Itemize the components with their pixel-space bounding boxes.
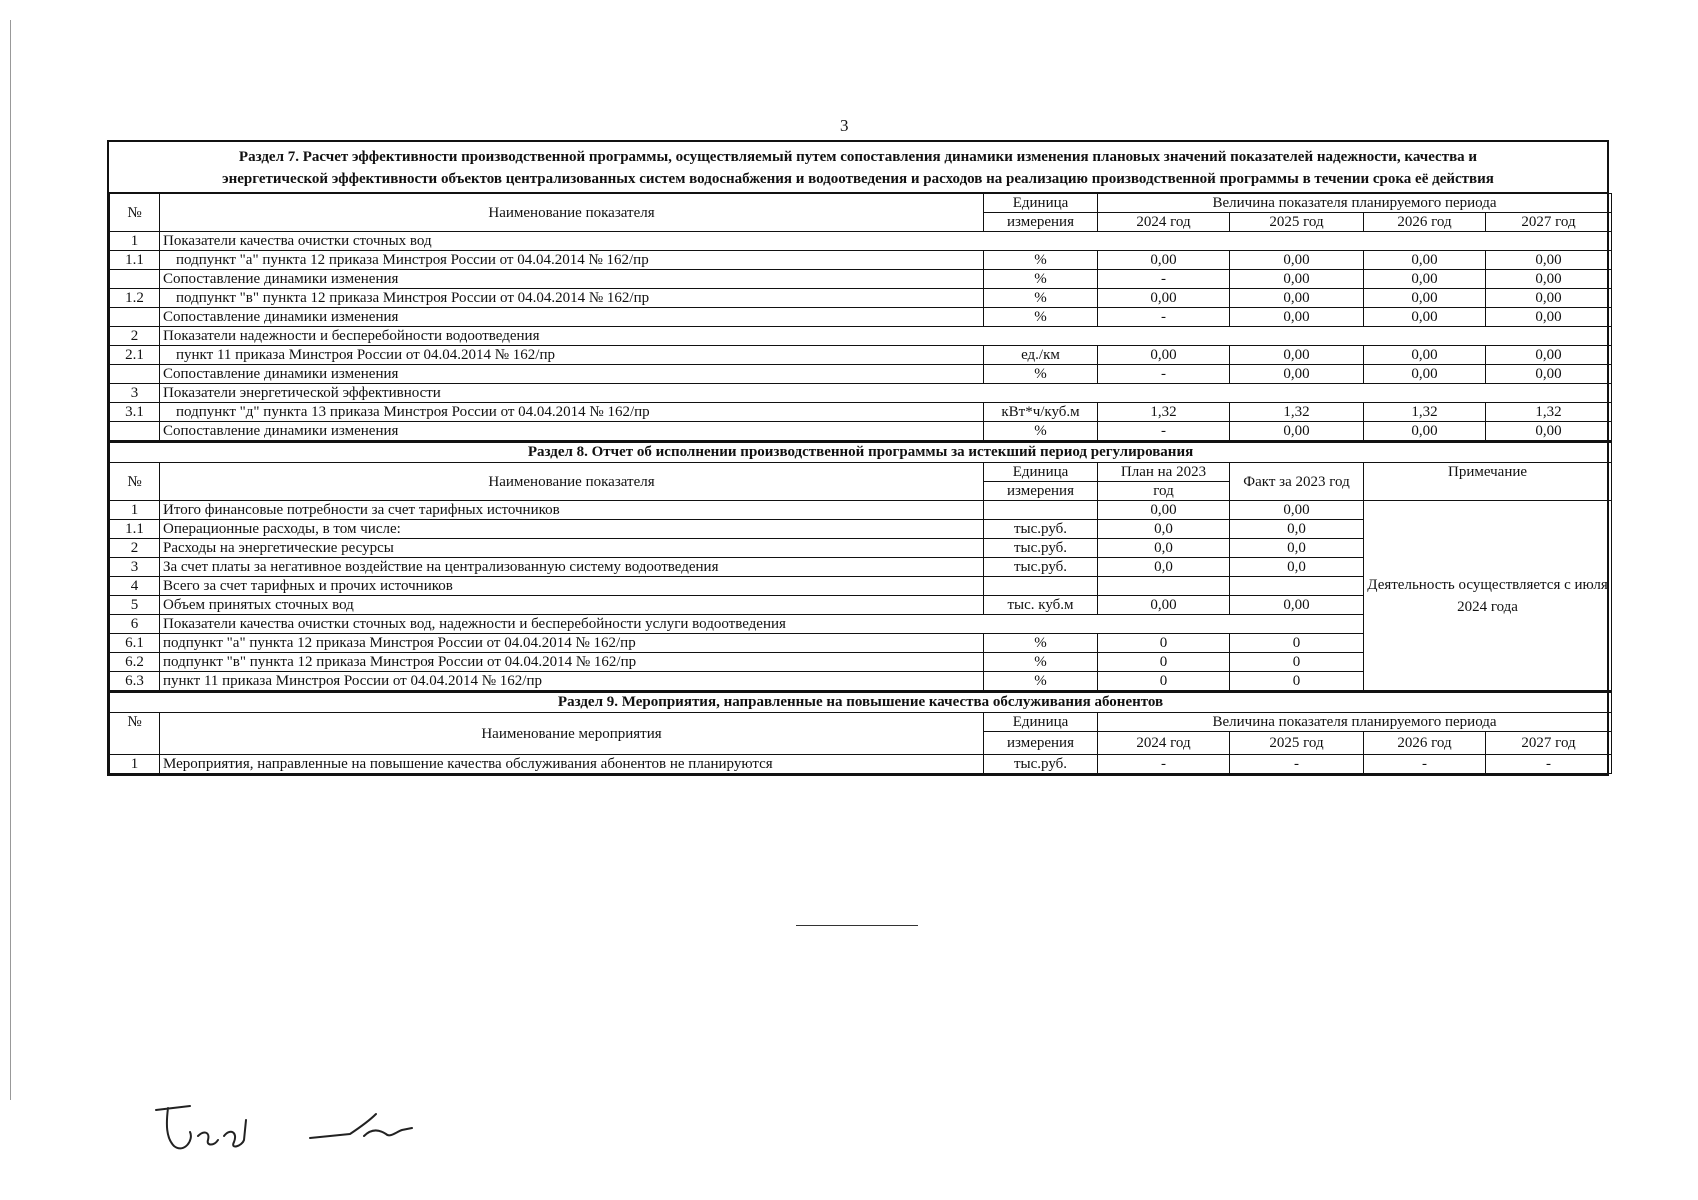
row-value: - [1486, 755, 1612, 774]
year-header: 2024 год [1098, 213, 1230, 232]
row-unit: тыс.руб. [984, 755, 1098, 774]
row-fact [1230, 577, 1364, 596]
row-name: подпункт "в" пункта 12 приказа Минстроя России от 04.04.2014 № 162/пр [160, 653, 984, 672]
row-plan [1098, 577, 1230, 596]
section8-table [109, 441, 1612, 691]
row-value: 0,00 [1364, 270, 1486, 289]
row-number: 3 [110, 558, 160, 577]
year-header: 2024 год [1098, 732, 1230, 755]
row-group-name: Показатели качества очистки сточных вод, надежности и бесперебойности услуги водоотведения [160, 615, 1364, 634]
row-name: Итого финансовые потребности за счет тарифных источников [160, 501, 984, 520]
year-header: 2027 год [1486, 732, 1612, 755]
col-unit-header-2: измерения [984, 213, 1098, 232]
row-value: 0,00 [1486, 270, 1612, 289]
row-plan: 0,0 [1098, 539, 1230, 558]
table-row [110, 755, 1612, 774]
row-value: - [1098, 755, 1230, 774]
row-name: подпункт "а" пункта 12 приказа Минстроя России от 04.04.2014 № 162/пр [160, 634, 984, 653]
col-note-header: Примечание [1364, 463, 1612, 501]
row-value: 0,00 [1230, 346, 1364, 365]
row-number: 6.3 [110, 672, 160, 691]
row-value: 0,00 [1230, 251, 1364, 270]
col-fact-header: Факт за 2023 год [1230, 463, 1364, 501]
row-unit: % [984, 672, 1098, 691]
row-fact: 0 [1230, 634, 1364, 653]
row-value: - [1364, 755, 1486, 774]
row-value: - [1098, 308, 1230, 327]
year-header: 2025 год [1230, 213, 1364, 232]
col-unit-header-2: измерения [984, 732, 1098, 755]
row-name: пункт 11 приказа Минстроя России от 04.04.2014 № 162/пр [160, 672, 984, 691]
row-number: 1.1 [110, 520, 160, 539]
row-name: подпункт "в" пункта 12 приказа Минстроя России от 04.04.2014 № 162/пр [160, 289, 984, 308]
year-header: 2025 год [1230, 732, 1364, 755]
table-row [110, 251, 1612, 270]
row-value: 0,00 [1486, 289, 1612, 308]
row-unit: тыс.руб. [984, 539, 1098, 558]
row-value: - [1230, 755, 1364, 774]
page-number: 3 [840, 116, 849, 135]
col-unit-header-2: измерения [984, 482, 1098, 501]
scan-margin-line [10, 20, 11, 1100]
year-header: 2026 год [1364, 732, 1486, 755]
row-fact: 0,0 [1230, 558, 1364, 577]
row-name: Мероприятия, направленные на повышение качества обслуживания абонентов не планируются [160, 755, 984, 774]
table-row [110, 308, 1612, 327]
row-unit: % [984, 289, 1098, 308]
table-row [110, 365, 1612, 384]
row-fact: 0,00 [1230, 501, 1364, 520]
row-number: 4 [110, 577, 160, 596]
row-number: 1.2 [110, 289, 160, 308]
row-number: 6 [110, 615, 160, 634]
section7-title-line1: Раздел 7. Расчет эффективности производственной программы, осуществляемый путем сопоставления динамики изменения плановых значений показателей надежности, качества и [238, 149, 1478, 165]
section8-title: Раздел 8. Отчет об исполнении производственной программы за истекший период регулирования [110, 442, 1612, 463]
row-number: 1.1 [110, 251, 160, 270]
table-row [110, 422, 1612, 441]
row-number [110, 270, 160, 289]
row-unit [984, 577, 1098, 596]
row-value: 0,00 [1486, 346, 1612, 365]
row-name: Сопоставление динамики изменения [160, 422, 984, 441]
row-name: Объем принятых сточных вод [160, 596, 984, 615]
col-num-header: № [110, 194, 160, 232]
row-number: 2 [110, 327, 160, 346]
row-number: 2.1 [110, 346, 160, 365]
row-number [110, 365, 160, 384]
row-plan: 0,0 [1098, 558, 1230, 577]
table-row [110, 403, 1612, 422]
row-unit: % [984, 422, 1098, 441]
row-value: 0,00 [1364, 422, 1486, 441]
row-group-name: Показатели энергетической эффективности [160, 384, 1612, 403]
row-value: 1,32 [1230, 403, 1364, 422]
row-value: 0,00 [1364, 365, 1486, 384]
col-unit-header-1: Единица [984, 463, 1098, 482]
section7-title [109, 142, 1607, 193]
end-divider [796, 925, 918, 926]
row-group-name: Показатели надежности и бесперебойности водоотведения [160, 327, 1612, 346]
year-header: 2026 год [1364, 213, 1486, 232]
row-value: 0,00 [1364, 308, 1486, 327]
table-row [110, 384, 1612, 403]
section9-title: Раздел 9. Мероприятия, направленные на повышение качества обслуживания абонентов [110, 692, 1612, 713]
table-row [110, 270, 1612, 289]
row-value: 0,00 [1364, 289, 1486, 308]
row-unit: % [984, 634, 1098, 653]
row-unit: кВт*ч/куб.м [984, 403, 1098, 422]
row-number: 1 [110, 232, 160, 251]
row-group-name: Показатели качества очистки сточных вод [160, 232, 1612, 251]
table-row [110, 327, 1612, 346]
row-value: 0,00 [1230, 365, 1364, 384]
table-row [110, 346, 1612, 365]
row-value: - [1098, 365, 1230, 384]
table-row [110, 289, 1612, 308]
row-unit: % [984, 251, 1098, 270]
row-fact: 0 [1230, 672, 1364, 691]
row-value: 0,00 [1230, 270, 1364, 289]
row-value: 0,00 [1098, 346, 1230, 365]
table-row [110, 232, 1612, 251]
row-value: 0,00 [1364, 346, 1486, 365]
row-name: Расходы на энергетические ресурсы [160, 539, 984, 558]
row-name: За счет платы за негативное воздействие на централизованную систему водоотведения [160, 558, 984, 577]
row-plan: 0,00 [1098, 596, 1230, 615]
col-num-header: № [110, 713, 160, 755]
row-unit: тыс.руб. [984, 520, 1098, 539]
row-name: Сопоставление динамики изменения [160, 270, 984, 289]
row-name: Операционные расходы, в том числе: [160, 520, 984, 539]
row-value: 0,00 [1230, 308, 1364, 327]
handwritten-signatures [150, 1100, 450, 1160]
row-name: подпункт "а" пункта 12 приказа Минстроя России от 04.04.2014 № 162/пр [160, 251, 984, 270]
row-value: 0,00 [1098, 289, 1230, 308]
row-number: 3.1 [110, 403, 160, 422]
row-plan: 0 [1098, 634, 1230, 653]
row-name: подпункт "д" пункта 13 приказа Минстроя России от 04.04.2014 № 162/пр [160, 403, 984, 422]
row-number: 1 [110, 501, 160, 520]
row-value: 0,00 [1098, 251, 1230, 270]
row-plan: 0,00 [1098, 501, 1230, 520]
row-value: 0,00 [1486, 422, 1612, 441]
row-name: Всего за счет тарифных и прочих источников [160, 577, 984, 596]
table-row [110, 501, 1612, 520]
col-plan-header-2: год [1098, 482, 1230, 501]
col-num-header: № [110, 463, 160, 501]
row-unit: тыс. куб.м [984, 596, 1098, 615]
row-value: 0,00 [1486, 308, 1612, 327]
row-value: 1,32 [1364, 403, 1486, 422]
row-value: - [1098, 422, 1230, 441]
col-name-header: Наименование мероприятия [160, 713, 984, 755]
row-unit: тыс.руб. [984, 558, 1098, 577]
row-value: 0,00 [1230, 422, 1364, 441]
row-fact: 0 [1230, 653, 1364, 672]
row-plan: 0 [1098, 672, 1230, 691]
row-fact: 0,00 [1230, 596, 1364, 615]
row-name: Сопоставление динамики изменения [160, 365, 984, 384]
row-unit: % [984, 308, 1098, 327]
row-plan: 0 [1098, 653, 1230, 672]
section7-table [109, 193, 1612, 441]
document-table-frame [107, 140, 1609, 776]
row-number [110, 308, 160, 327]
row-number: 6.2 [110, 653, 160, 672]
row-fact: 0,0 [1230, 539, 1364, 558]
year-header: 2027 год [1486, 213, 1612, 232]
row-value: 1,32 [1098, 403, 1230, 422]
row-name: пункт 11 приказа Минстроя России от 04.04.2014 № 162/пр [160, 346, 984, 365]
note-cell: Деятельность осуществляется с июля 2024 года [1364, 501, 1612, 691]
row-number: 1 [110, 755, 160, 774]
col-period-header: Величина показателя планируемого периода [1098, 713, 1612, 732]
row-value: 0,00 [1364, 251, 1486, 270]
col-name-header: Наименование показателя [160, 463, 984, 501]
row-fact: 0,0 [1230, 520, 1364, 539]
row-plan: 0,0 [1098, 520, 1230, 539]
row-number [110, 422, 160, 441]
row-number: 5 [110, 596, 160, 615]
col-unit-header-1: Единица [984, 713, 1098, 732]
section9-table [109, 691, 1612, 774]
row-number: 2 [110, 539, 160, 558]
row-value: 0,00 [1486, 365, 1612, 384]
row-number: 6.1 [110, 634, 160, 653]
col-plan-header-1: План на 2023 [1098, 463, 1230, 482]
col-period-header: Величина показателя планируемого периода [1098, 194, 1612, 213]
row-name: Сопоставление динамики изменения [160, 308, 984, 327]
row-number: 3 [110, 384, 160, 403]
row-value: 0,00 [1486, 251, 1612, 270]
section7-title-line2: энергетической эффективности объектов централизованных систем водоснабжения и водоотведения и расходов на реализацию производственной программы в течении срока её действия [222, 171, 1494, 187]
col-name-header: Наименование показателя [160, 194, 984, 232]
col-unit-header-1: Единица [984, 194, 1098, 213]
row-unit [984, 501, 1098, 520]
row-value: 0,00 [1230, 289, 1364, 308]
row-unit: % [984, 653, 1098, 672]
row-unit: % [984, 365, 1098, 384]
row-value: - [1098, 270, 1230, 289]
row-unit: ед./км [984, 346, 1098, 365]
row-unit: % [984, 270, 1098, 289]
row-value: 1,32 [1486, 403, 1612, 422]
